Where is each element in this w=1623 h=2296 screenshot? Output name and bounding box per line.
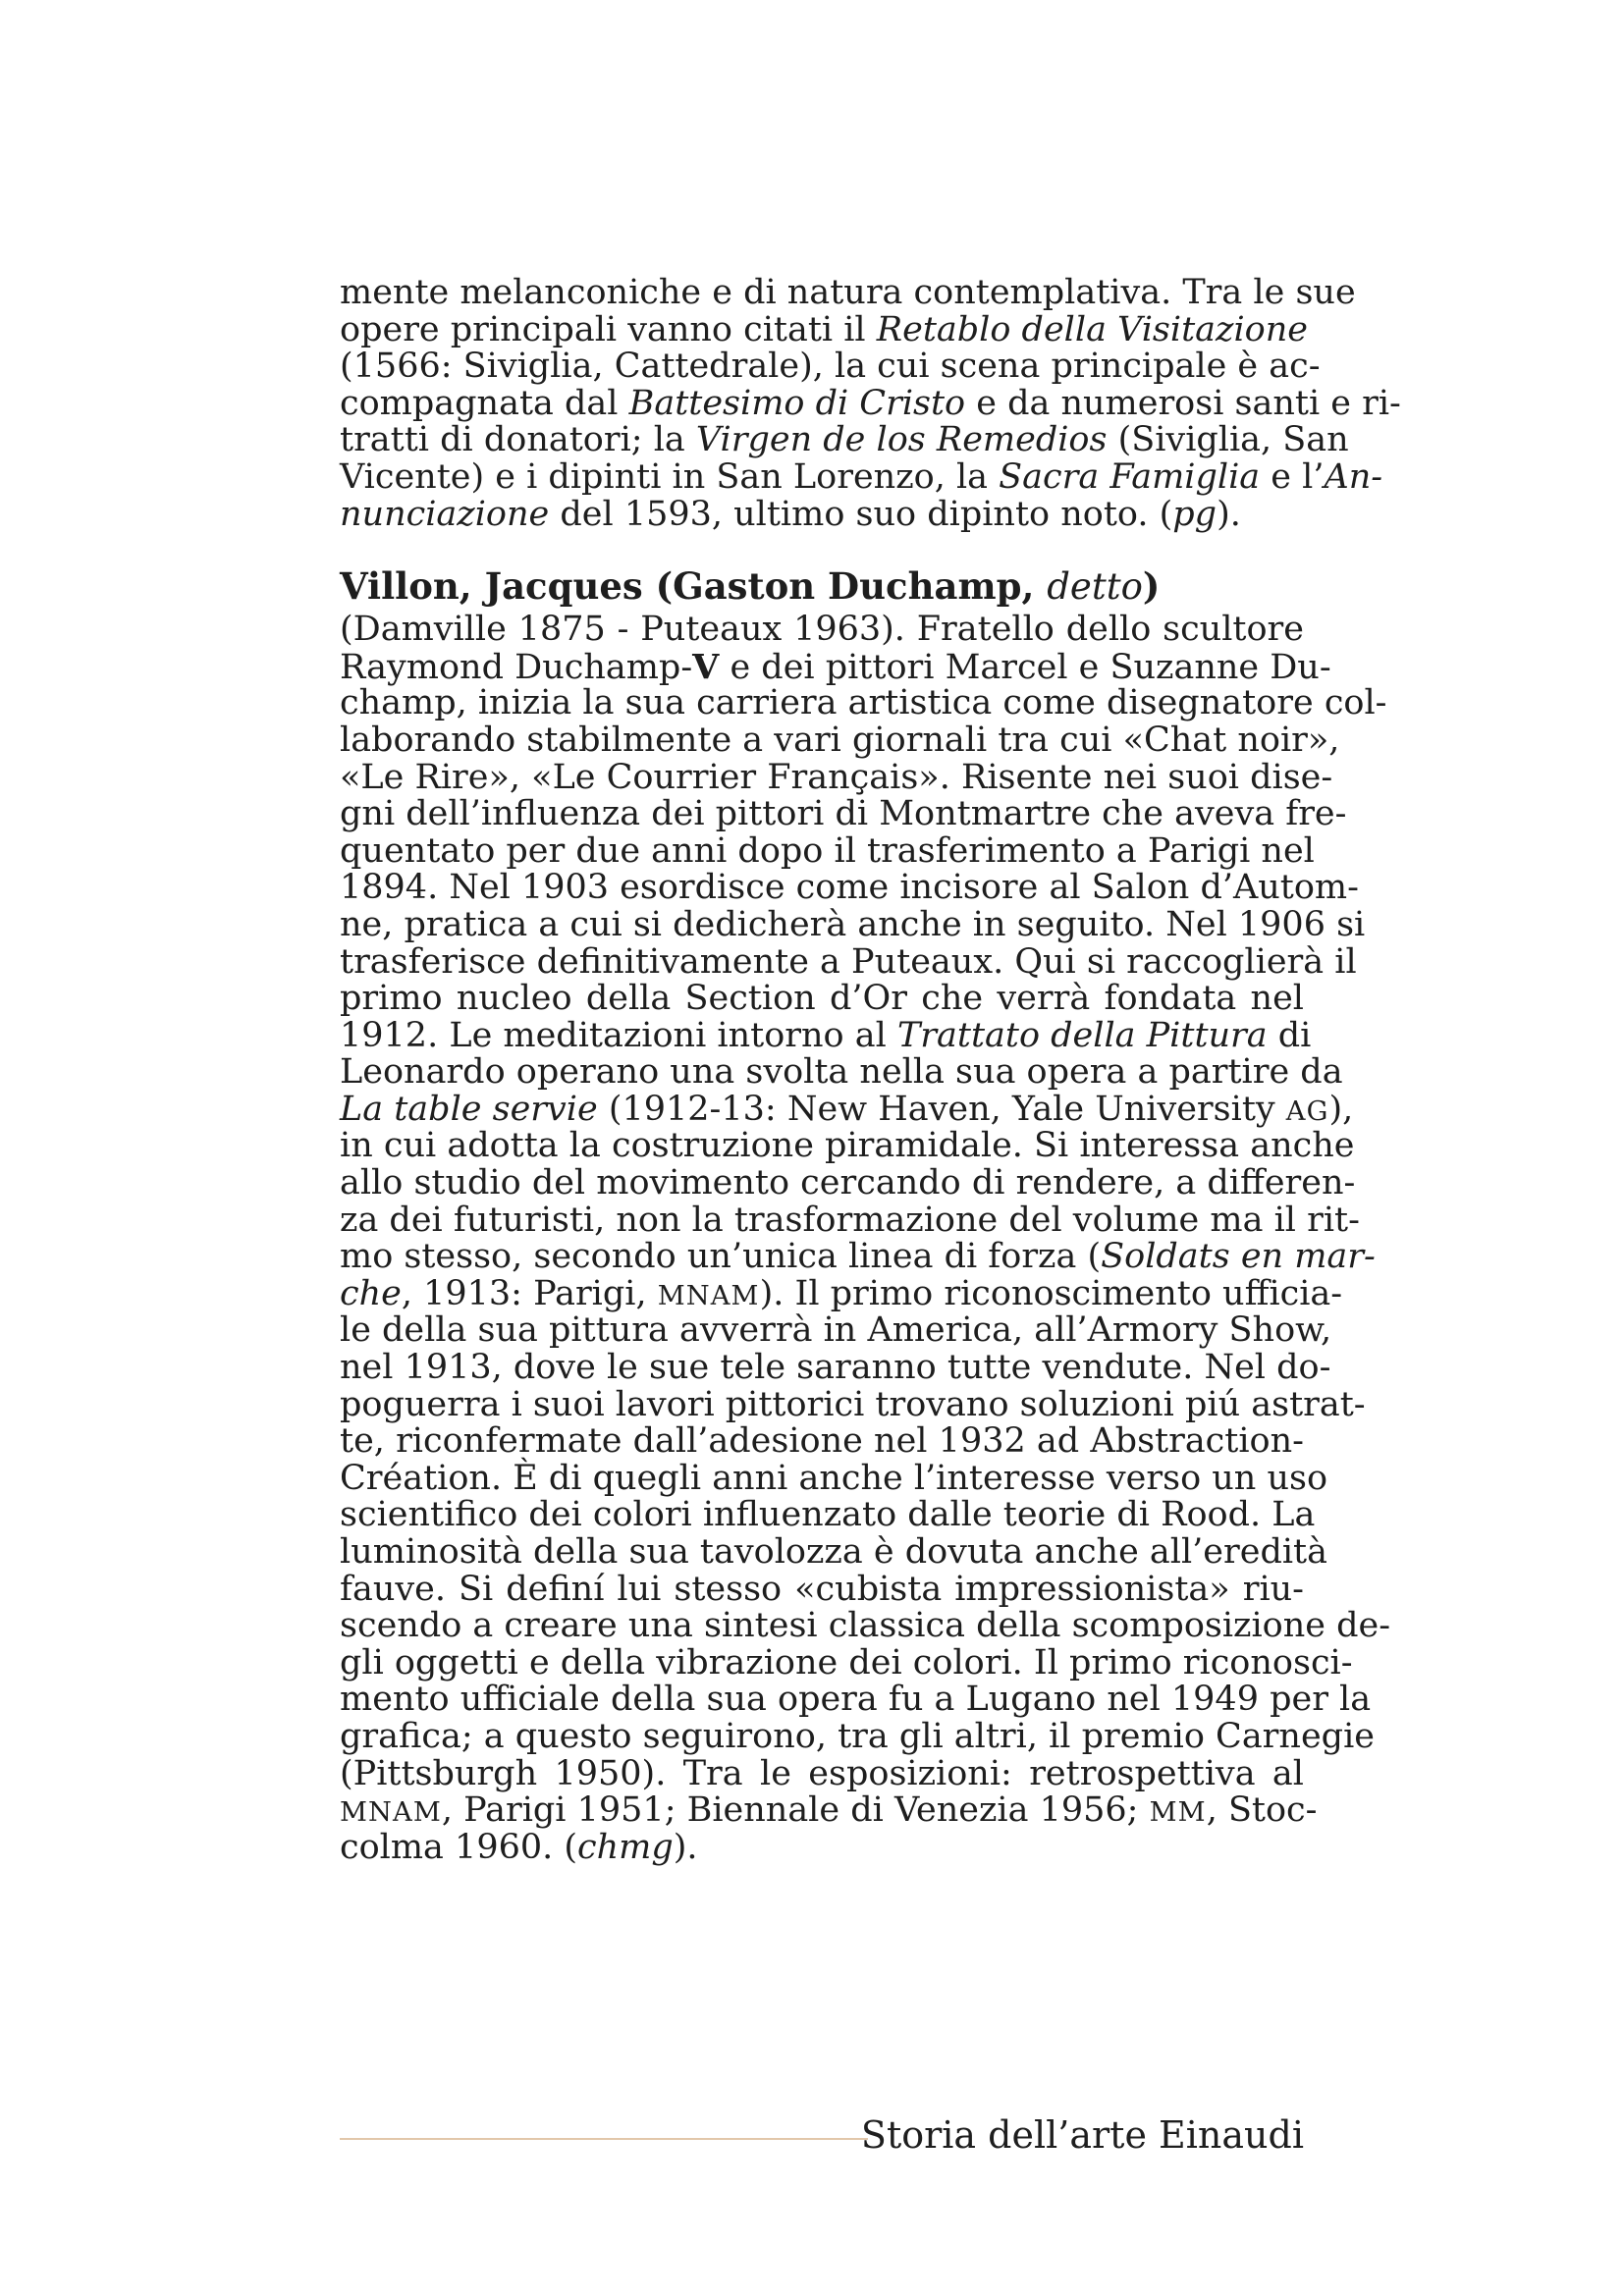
page-footer — [340, 2110, 1304, 2160]
entry-line: grafica; a questo seguirono, tra gli altri, il premio Carnegie — [340, 1716, 1375, 1756]
entry-line: laborando stabilmente a vari giornali tra cui «Chat noir», — [340, 720, 1340, 760]
entry-line: mento ufficiale della sua opera fu a Lugano nel 1949 per la — [340, 1680, 1372, 1720]
entry-line: Création. È di quegli anni anche l’interesse verso un uso — [340, 1458, 1328, 1498]
entry-line: gli oggetti e della vibrazione dei colori. Il primo riconosci- — [340, 1642, 1353, 1682]
entry-line: 1912. Le meditazioni intorno al Trattato della Pittura di — [340, 1015, 1312, 1055]
entry-line: Leonardo operano una svolta nella sua opera a partire da — [340, 1052, 1343, 1093]
entry-line: le della sua pittura avverrà in America, all’Armory Show, — [340, 1310, 1332, 1351]
entry-line: (Damville 1875 - Puteaux 1963). Fratello dello scultore — [340, 610, 1304, 650]
footer-rule — [340, 2138, 868, 2140]
entry-line: «Le Rire», «Le Courrier Français». Risente nei suoi dise- — [340, 757, 1333, 797]
entry-line: (Pittsburgh 1950). Tra le esposizioni: retrospettiva al — [340, 1753, 1304, 1793]
intro-line: Vicente) e i dipinti in San Lorenzo, la Sacra Famiglia e l’An- — [340, 456, 1383, 497]
entry-line: luminosità della sua tavolozza è dovuta anche all’eredità — [340, 1532, 1327, 1572]
intro-line: compagnata dal Battesimo di Cristo e da numerosi santi e ri- — [340, 383, 1401, 423]
entry-line: scientifico dei colori influenzato dalle teorie di Rood. La — [340, 1495, 1316, 1535]
section-gap — [340, 533, 1304, 561]
intro-line: opere principali vanno citati il Retablo della Visitazione — [340, 309, 1308, 349]
page-body — [340, 273, 1401, 1867]
entry-line: colma 1960. (chmg). — [340, 1827, 698, 1867]
entry-line: Raymond Duchamp-V e dei pittori Marcel e Suzanne Du- — [340, 646, 1331, 687]
entry-line: za dei futuristi, non la trasformazione del volume ma il rit- — [340, 1200, 1360, 1240]
entry-line: La table servie (1912-13: New Haven, Yale University AG), — [340, 1089, 1354, 1129]
entry-line: poguerra i suoi lavori pittorici trovano soluzioni piú astrat- — [340, 1384, 1366, 1424]
entry-line: mo stesso, secondo un’unica linea di forza (Soldats en mar- — [340, 1237, 1376, 1277]
entry-line: allo studio del movimento cercando di rendere, a differen- — [340, 1163, 1356, 1203]
intro-line: (1566: Siviglia, Cattedrale), la cui scena principale è ac- — [340, 347, 1321, 387]
entry-line: gni dell’influenza dei pittori di Montmartre che aveva fre- — [340, 794, 1347, 834]
entry-line: trasferisce definitivamente a Puteaux. Qui si raccoglierà il — [340, 941, 1357, 982]
entry-line: 1894. Nel 1903 esordisce come incisore al Salon d’Autom- — [340, 868, 1359, 908]
entry-line: ne, pratica a cui si dedicherà anche in seguito. Nel 1906 si — [340, 904, 1366, 944]
intro-line: tratti di donatori; la Virgen de los Remedios (Siviglia, San — [340, 420, 1349, 460]
entry-line: quentato per due anni dopo il trasferimento a Parigi nel — [340, 830, 1315, 871]
intro-paragraph — [340, 273, 1401, 534]
intro-line: nunciazione del 1593, ultimo suo dipinto noto. (pg). — [340, 494, 1241, 534]
entry-line: scendo a creare una sintesi classica della scomposizione de- — [340, 1606, 1391, 1646]
entry-line: che, 1913: Parigi, MNAM). Il primo riconoscimento ufficia- — [340, 1273, 1343, 1313]
entry-paragraph — [340, 610, 1391, 1867]
entry-line: nel 1913, dove le sue tele saranno tutte vendute. Nel do- — [340, 1348, 1331, 1388]
footer-title: Storia dell’arte Einaudi — [860, 2113, 1304, 2157]
entry-line: in cui adotta la costruzione piramidale. Si interessa anche — [340, 1126, 1355, 1166]
entry-line: primo nucleo della Section d’Or che verrà fondata nel — [340, 979, 1304, 1019]
entry-line: fauve. Si definí lui stesso «cubista impressionista» riu- — [340, 1569, 1304, 1609]
intro-line: mente melanconiche e di natura contemplativa. Tra le sue — [340, 273, 1356, 312]
entry-heading: Villon, Jacques (Gaston Duchamp, detto) — [340, 564, 1161, 609]
entry-line: te, riconfermate dall’adesione nel 1932 ad Abstraction- — [340, 1421, 1304, 1462]
entry-line: MNAM, Parigi 1951; Biennale di Venezia 1956; MM, Stoc- — [340, 1790, 1318, 1831]
entry-line: champ, inizia la sua carriera artistica come disegnatore col- — [340, 683, 1387, 723]
